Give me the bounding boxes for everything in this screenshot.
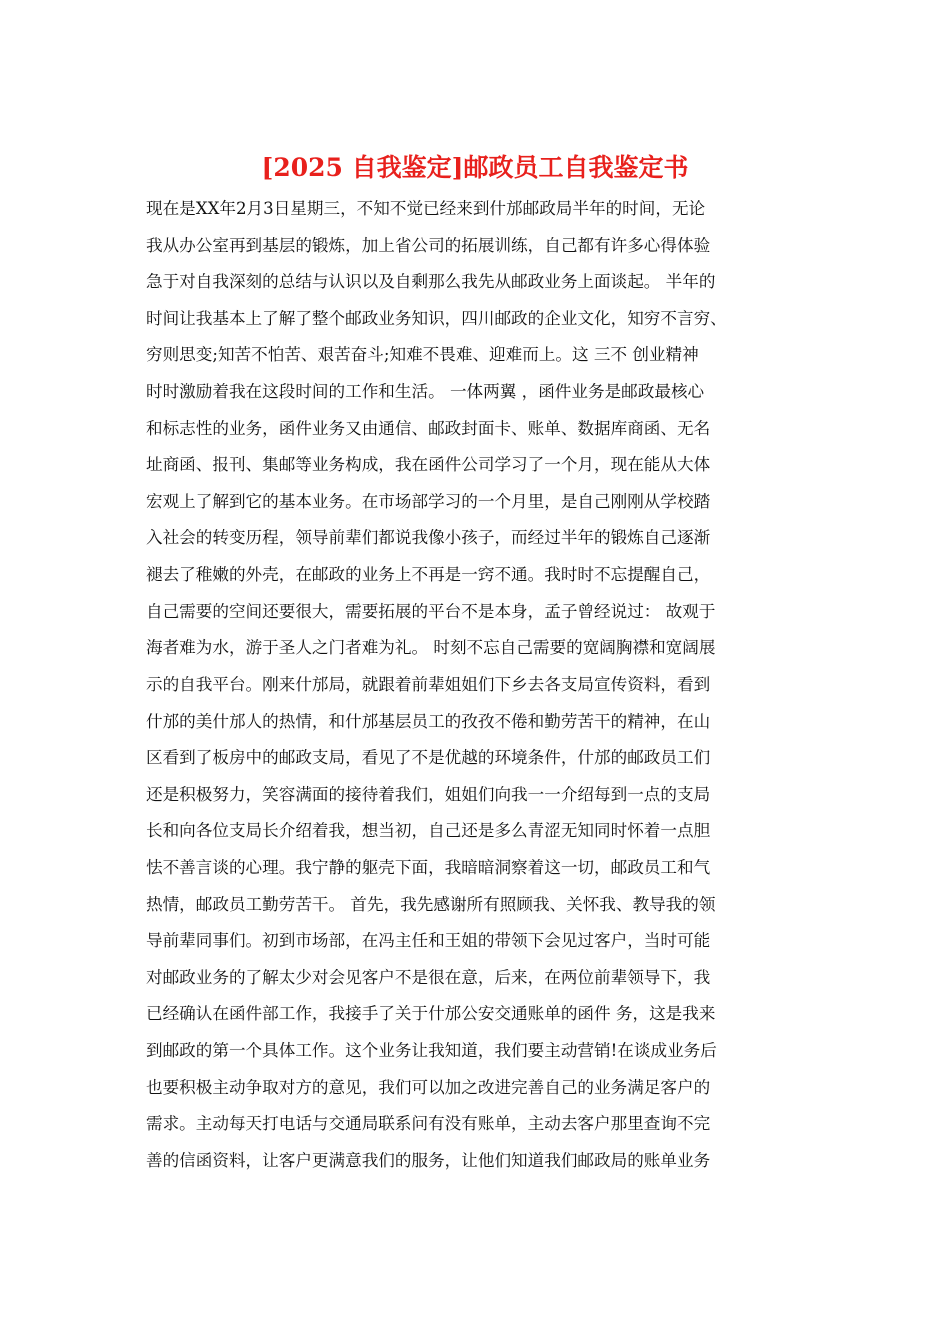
body-line: 热情，邮政员工勤劳苦干。 首先，我先感谢所有照顾我、关怀我、教导我的领: [146, 894, 716, 914]
body-line: 海者难为水，游于圣人之门者难为礼。 时刻不忘自己需要的宽阔胸襟和宽阔展: [146, 638, 716, 658]
body-line: 穷则思变;知苦不怕苦、艰苦奋斗;知难不畏难、迎难而上。这 三不 创业精神: [146, 345, 699, 365]
document-body: [146, 191, 808, 1179]
document-title: [2025 自我鉴定]邮政员工自我鉴定书: [261, 153, 689, 182]
body-line: 到邮政的第一个具体工作。这个业务让我知道，我们要主动营销!在谈成业务后: [146, 1041, 717, 1061]
body-line: 示的自我平台。刚来什邡局，就跟着前辈姐姐们下乡去各支局宣传资料，看到: [146, 674, 711, 694]
body-line: 时时激励着我在这段时间的工作和生活。 一体两翼 ，函件业务是邮政最核心: [146, 382, 705, 402]
body-line: 自己需要的空间还要很大，需要拓展的平台不是本身，孟子曾经说过： 故观于: [146, 601, 716, 621]
body-line: 和标志性的业务，函件业务又由通信、邮政封面卡、账单、数据库商函、无名: [146, 418, 711, 438]
body-line: 址商函、报刊、集邮等业务构成，我在函件公司学习了一个月，现在能从大体: [146, 455, 711, 475]
body-line: 急于对自我深刻的总结与认识以及自剩那么我先从邮政业务上面谈起。 半年的: [146, 272, 716, 292]
body-line: 什邡的美什邡人的热情，和什邡基层员工的孜孜不倦和勤劳苦干的精神，在山: [146, 711, 711, 731]
body-line: 导前辈同事们。初到市场部，在冯主任和王姐的带领下会见过客户，当时可能: [146, 931, 711, 951]
body-line: 已经确认在函件部工作，我接手了关于什邡公安交通账单的函件 务，这是我来: [146, 1004, 716, 1024]
body-line: 怯不善言谈的心理。我宁静的躯壳下面，我暗暗洞察着这一切，邮政员工和气: [146, 857, 711, 877]
body-line: 还是积极努力，笑容满面的接待着我们，姐姐们向我一一介绍每到一点的支局: [146, 784, 711, 804]
body-line: 也要积极主动争取对方的意见，我们可以加之改进完善自己的业务满足客户的: [146, 1077, 711, 1097]
body-line: 现在是XX年2月3日星期三，不知不觉已经来到什邡邮政局半年的时间，无论: [146, 199, 706, 218]
body-line: 入社会的转变历程，领导前辈们都说我像小孩子，而经过半年的锻炼自己逐渐: [146, 528, 711, 548]
body-line: 善的信函资料，让客户更满意我们的服务，让他们知道我们邮政局的账单业务: [146, 1150, 711, 1170]
body-line: 区看到了板房中的邮政支局，看见了不是优越的环境条件，什邡的邮政员工们: [146, 748, 711, 768]
body-line: 对邮政业务的了解太少对会见客户不是很在意，后来，在两位前辈领导下，我: [146, 967, 711, 987]
body-line: 我从办公室再到基层的锻炼，加上省公司的拓展训练，自己都有许多心得体验: [146, 235, 711, 255]
body-line: 需求。主动每天打电话与交通局联系问有没有账单，主动去客户那里查询不完: [146, 1114, 711, 1134]
body-line: 宏观上了解到它的基本业务。在市场部学习的一个月里，是自己刚刚从学校踏: [146, 491, 711, 511]
body-line: 时间让我基本上了解了整个邮政业务知识，四川邮政的企业文化，知穷不言穷、: [146, 308, 727, 328]
body-line: 长和向各位支局长介绍着我，想当初，自己还是多么青涩无知同时怀着一点胆: [146, 821, 711, 841]
body-line: 褪去了稚嫩的外壳，在邮政的业务上不再是一窍不通。我时时不忘提醒自己，: [146, 565, 711, 585]
